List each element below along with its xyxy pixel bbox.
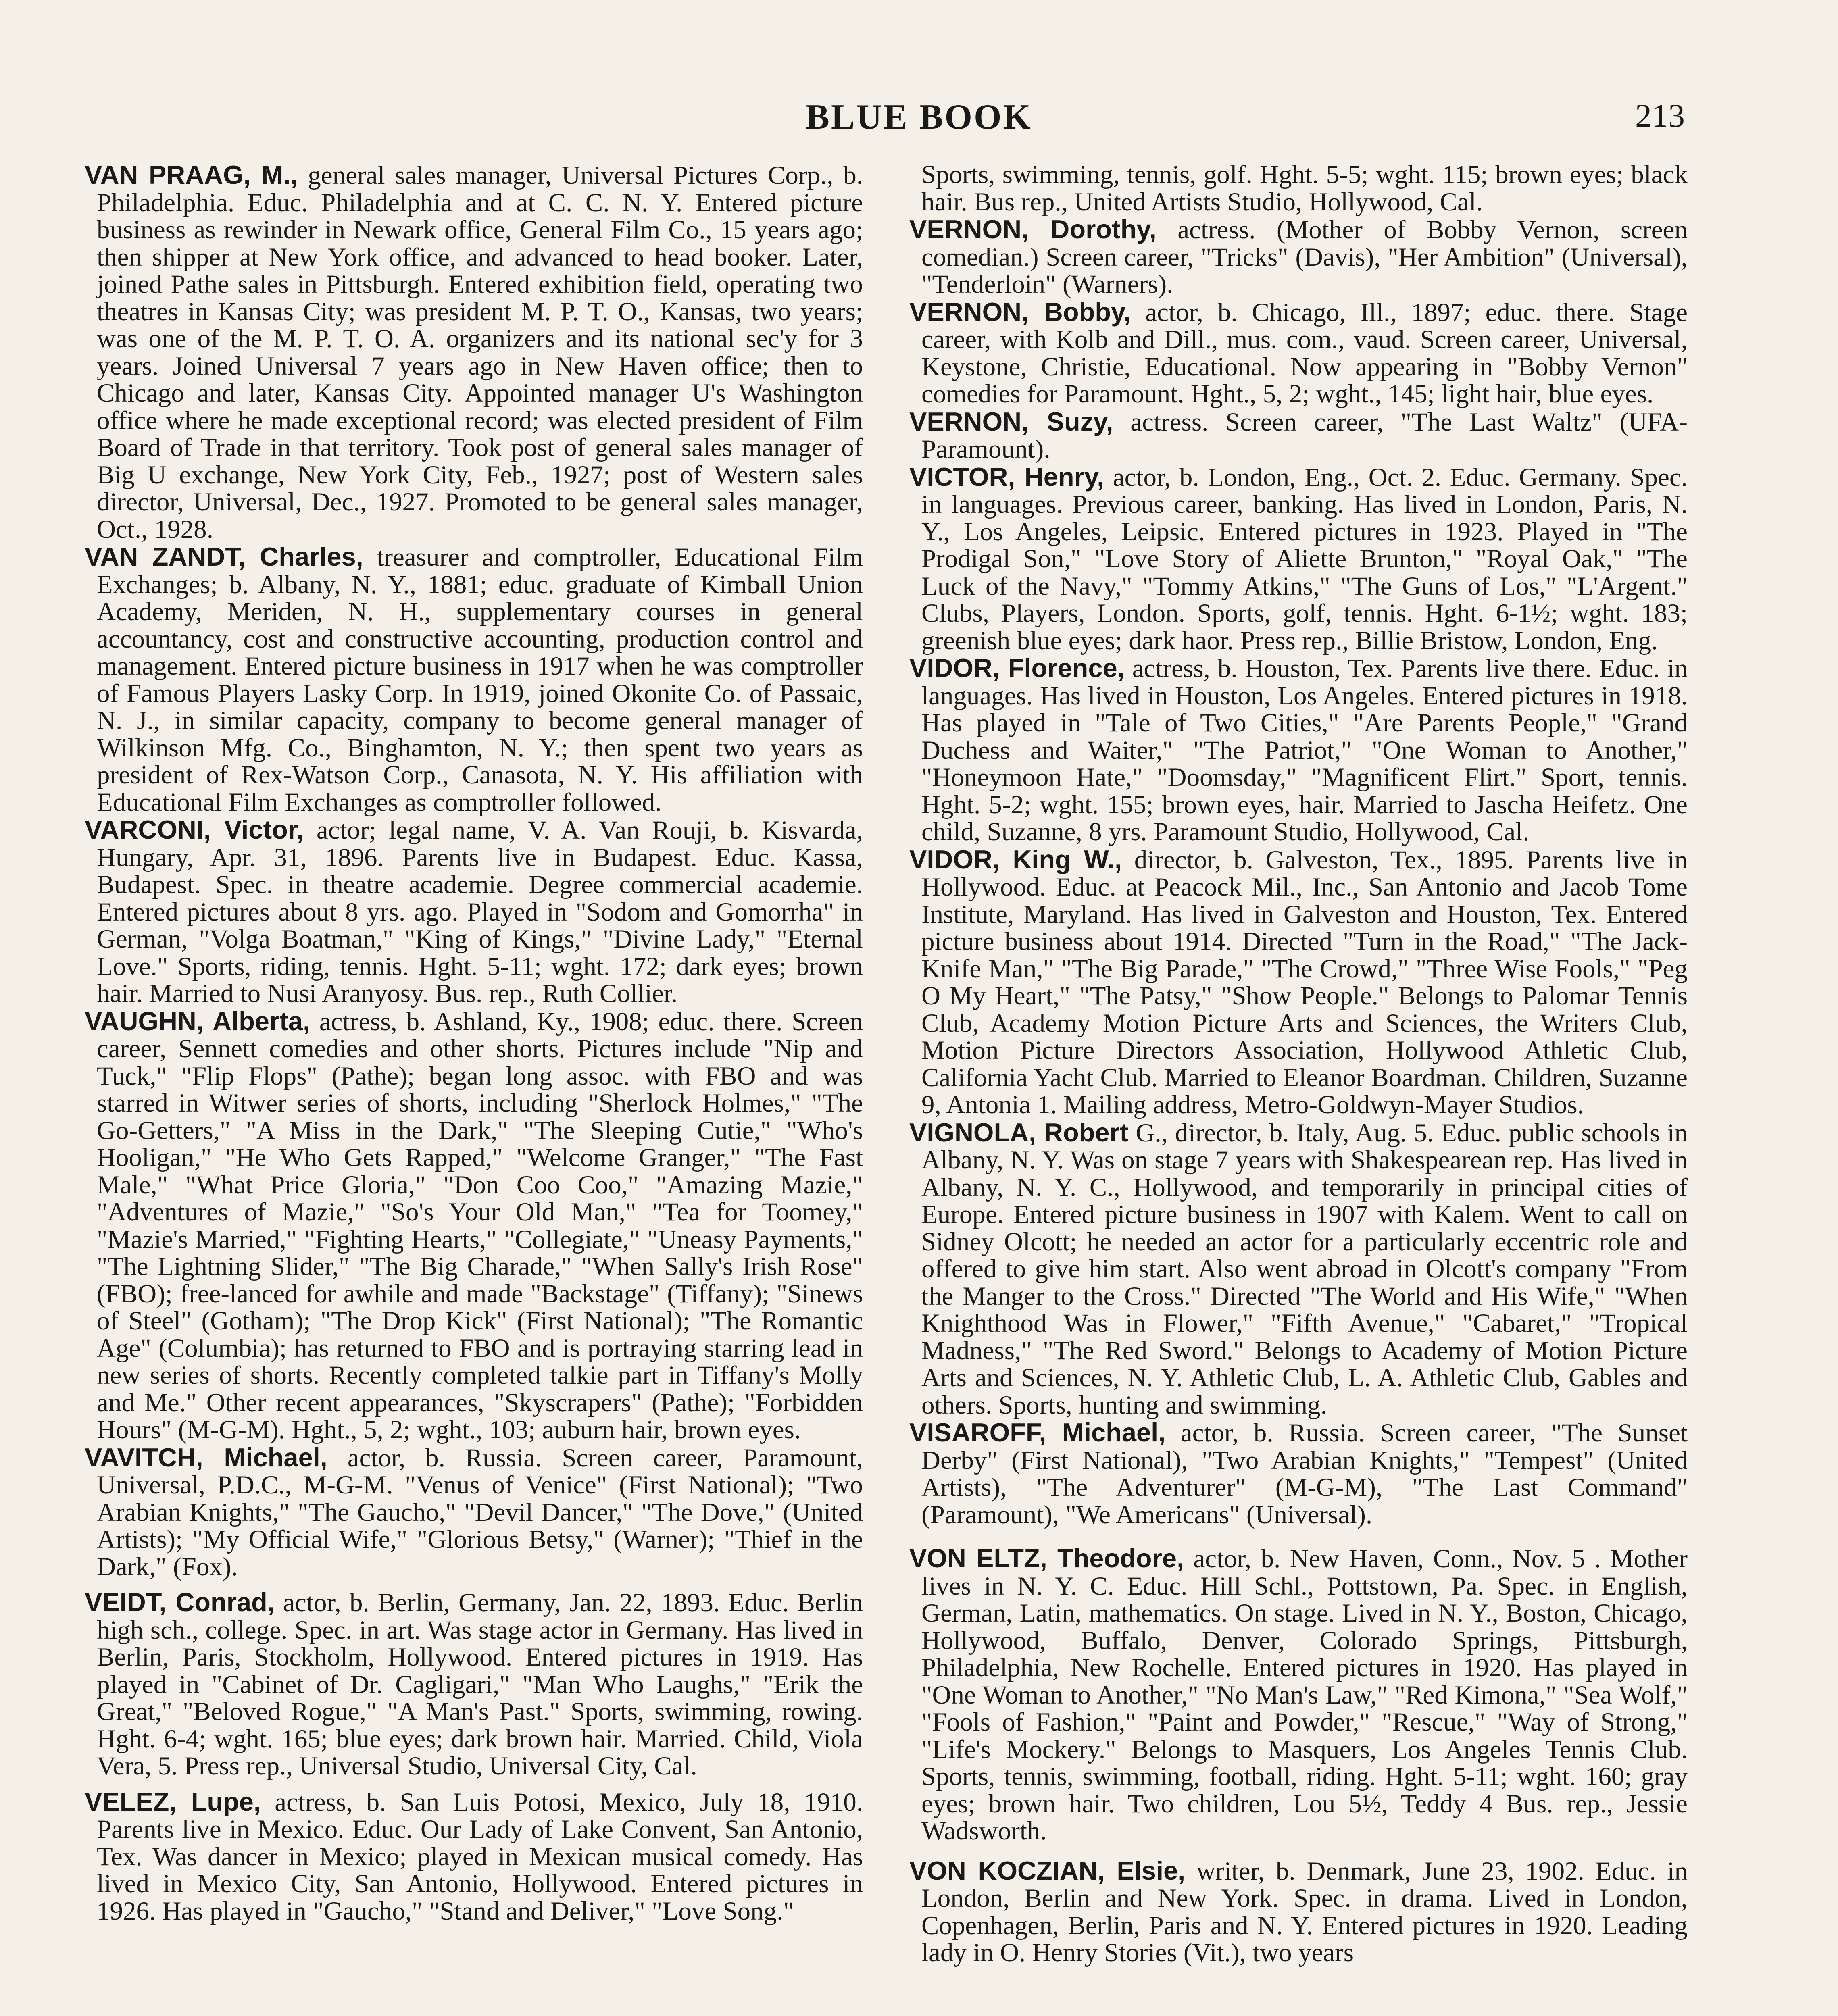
entry-text: actor, b. Russia. Screen career, "The Sunset Derby" (First National), "Two Arabian Knights," "Tempest" (United Artists), "The Adventurer" (M-G-M), "The Last Command" (Paramount), "We Americans" (Universal). <box>921 1418 1688 1529</box>
entry-name: VERNON, Bobby, <box>909 297 1131 327</box>
directory-entry <box>85 1444 863 1581</box>
entry-text: actress, b. Houston, Tex. Parents live there. Educ. in languages. Has lived in Houston, Los Angeles. Entered pictures in 1918. Has played in "Tale of Two Cities," "Are Parents People," "Grand Duchess and Waiter," "The Patriot," "One Woman to Another," "Honeymoon Hate," "Doomsday," "Magnificent Flirt." Sport, tennis. Hght. 5-2; wght. 155; brown eyes, hair. Married to Jascha Heifetz. One child, Suzanne, 8 yrs. Paramount Studio, Hollywood, Cal. <box>921 654 1688 846</box>
directory-entry <box>909 846 1688 1119</box>
entry-text: actor; legal name, V. A. Van Rouji, b. Kisvarda, Hungary, Apr. 31, 1896. Parents live in Budapest. Educ. Kassa, Budapest. Spec. in theatre academie. Degree commercial academie. Entered pictures about 8 yrs. ago. Played in "Sodom and Gomorrha" in German, "Volga Boatman," "King of Kings," "Divine Lady," "Eternal Love." Sports, riding, tennis. Hght. 5-11; wght. 172; dark eyes; brown hair. Married to Nusi Aranyosy. Bus. rep., Ruth Collier. <box>97 816 863 1008</box>
directory-entry <box>85 543 863 816</box>
entry-name: VEIDT, Conrad, <box>85 1587 275 1617</box>
entry-name: VELEZ, Lupe, <box>85 1787 261 1816</box>
entry-name: VAN PRAAG, M., <box>85 160 298 190</box>
page-header <box>0 97 1838 145</box>
entry-text: G., director, b. Italy, Aug. 5. Educ. public schools in Albany, N. Y. Was on stage 7 years with Shakespearean rep. Has lived in Albany, N. Y. C., Hollywood, and temporarily in principal cities of Europe. Entered picture business in 1907 with Kalem. Went to call on Sidney Olcott; he needed an actor for a particularly eccentric role and offered to give him start. Also went abroad in Olcott's company "From the Manger to the Cross." Directed "The World and His Wife," "When Knighthood Was in Flower," "Fifth Avenue," "Cabaret," "Tropical Madness," "The Red Sword." Belongs to Academy of Motion Picture Arts and Sciences, N. Y. Athletic Club, L. A. Athletic Club, Gables and others. Sports, hunting and swimming. <box>921 1118 1688 1420</box>
directory-entry <box>85 1589 863 1780</box>
entry-text: general sales manager, Universal Pictures Corp., b. Philadelphia. Educ. Philadelphia and at C. C. N. Y. Entered picture business as rewinder in Newark office, General Film Co., 15 years ago; then shipper at New York office, and advanced to head booker. Later, joined Pathe sales in Pittsburgh. Entered exhibition field, operating two theatres in Kansas City; was president M. P. T. O., Kansas, two years; was one of the M. P. T. O. A. organizers and its national sec'y for 3 years. Joined Universal 7 years ago in New Haven office; then to Chicago and later, Kansas City. Appointed manager U's Washington office where he made exceptional record; was elected president of Film Board of Trade in that territory. Took post of general sales manager of Big U exchange, New York City, Feb., 1927; post of Western sales director, Universal, Dec., 1927. Promoted to be general sales manager, Oct., 1928. <box>97 161 863 544</box>
page-number: 213 <box>1635 97 1685 134</box>
entry-name: VICTOR, Henry, <box>909 462 1104 492</box>
entry-name: VON ELTZ, Theodore, <box>909 1543 1184 1573</box>
entry-name: VAVITCH, Michael, <box>85 1442 327 1472</box>
directory-entry <box>909 1545 1688 1845</box>
directory-entry <box>85 161 863 543</box>
directory-entry <box>85 816 863 1008</box>
directory-entry <box>85 1788 863 1925</box>
directory-entry <box>909 463 1688 655</box>
right-column <box>909 161 1688 1967</box>
entry-name: VERNON, Dorothy, <box>909 215 1157 244</box>
directory-entry <box>909 161 1688 216</box>
entry-text: director, b. Galveston, Tex., 1895. Parents live in Hollywood. Educ. at Peacock Mil., Inc., San Antonio and Jacob Tome Institute, Maryland. Has lived in Galveston and Houston, Tex. Entered picture business about 1914. Directed "Turn in the Road," "The Jack-Knife Man," "The Big Parade," "The Crowd," "Three Wise Fools," "Peg O My Heart," "The Patsy," "Show People." Belongs to Palomar Tennis Club, Academy Motion Picture Arts and Sciences, the Writers Club, Motion Picture Directors Association, Hollywood Athletic Club, California Yacht Club. Married to Eleanor Boardman. Children, Suzanne 9, Antonia 1. Mailing address, Metro-Goldwyn-Mayer Studios. <box>921 845 1688 1119</box>
directory-entry <box>909 1119 1688 1419</box>
entry-name: VIDOR, King W., <box>909 844 1122 874</box>
entry-text: actor, b. New Haven, Conn., Nov. 5 . Mother lives in N. Y. C. Educ. Hill Schl., Pottstown, Pa. Spec. in English, German, Latin, mathematics. On stage. Lived in N. Y., Boston, Chicago, Hollywood, Buffalo, Denver, Colorado Springs, Pittsburgh, Philadelphia, New Rochelle. Entered pictures in 1920. Has played in "One Woman to Another," "No Man's Law," "Red Kimona," "Sea Wolf," "Fools of Fashion," "Paint and Powder," "Rescue," "Way of Strong," "Life's Mockery." Belongs to Masquers, Los Angeles Tennis Club. Sports, tennis, swimming, football, riding. Hght. 5-11; wght. 160; gray eyes; brown hair. Two children, Lou 5½, Teddy 4 Bus. rep., Jessie Wadsworth. <box>921 1544 1688 1845</box>
book-title: BLUE BOOK <box>806 98 1032 137</box>
entry-text: actor, b. Berlin, Germany, Jan. 22, 1893. Educ. Berlin high sch., college. Spec. in art. Was stage actor in Germany. Has lived in Berlin, Paris, Stockholm, Hollywood. Entered pictures in 1919. Has played in "Cabinet of Dr. Cagligari," "Man Who Laughs," "Erik the Great," "Beloved Rogue," "A Man's Past." Sports, swimming, rowing. Hght. 6-4; wght. 165; blue eyes; dark brown hair. Married. Child, Viola Vera, 5. Press rep., Universal Studio, Universal City, Cal. <box>97 1588 863 1781</box>
directory-entry <box>909 216 1688 298</box>
entry-text: actress. (Mother of Bobby Vernon, screen comedian.) Screen career, "Tricks" (Davis), "Her Ambition" (Universal), "Tenderloin" (Warners). <box>921 215 1688 299</box>
entry-text: actress. Screen career, "The Last Waltz" (UFA-Paramount). <box>921 407 1688 464</box>
directory-entry <box>909 1857 1688 1967</box>
entry-name: VERNON, Suzy, <box>909 406 1113 436</box>
entry-text: treasurer and comptroller, Educational Film Exchanges; b. Albany, N. Y., 1881; educ. graduate of Kimball Union Academy, Meriden, N. H., supplementary courses in general accountancy, cost and constructive accounting, production control and management. Entered picture business in 1917 when he was comptroller of Famous Players Lasky Corp. In 1919, joined Okonite Co. of Passaic, N. J., in similar capacity, company to become general manager of Wilkinson Mfg. Co., Binghamton, N. Y.; then spent two years as president of Rex-Watson Corp., Canasota, N. Y. His affiliation with Educational Film Exchanges as comptroller followed. <box>97 543 863 817</box>
entry-text: actor, b. London, Eng., Oct. 2. Educ. Germany. Spec. in languages. Previous career, banking. Has lived in London, Paris, N. Y., Los Angeles, Leipsic. Entered pictures in 1923. Played in "The Prodigal Son," "Love Story of Aliette Brunton," "Royal Oak," "The Luck of the Navy," "Tommy Atkins," "The Guns of Los," "L'Argent." Clubs, Players, London. Sports, golf, tennis. Hght. 6-1½; wght. 183; greenish blue eyes; dark haor. Press rep., Billie Bristow, London, Eng. <box>921 462 1688 655</box>
entry-name: VIDOR, Florence, <box>909 653 1125 683</box>
directory-entry <box>85 1008 863 1444</box>
directory-entry <box>909 298 1688 408</box>
entry-name: VAUGHN, Alberta, <box>85 1006 311 1036</box>
directory-entry <box>909 654 1688 846</box>
entry-text: Sports, swimming, tennis, golf. Hght. 5-5; wght. 115; brown eyes; black hair. Bus rep., United Artists Studio, Hollywood, Cal. <box>921 160 1688 217</box>
entry-text: actor, b. Russia. Screen career, Paramount, Universal, P.D.C., M-G-M. "Venus of Venice" (First National); "Two Arabian Knights," "The Gaucho," "Devil Dancer," "The Dove," (United Artists); "My Official Wife," "Glorious Betsy," (Warner); "Thief in the Dark," (Fox). <box>97 1443 863 1581</box>
entry-text: writer, b. Denmark, June 23, 1902. Educ. in London, Berlin and New York. Spec. in drama. Lived in London, Copenhagen, Berlin, Paris and N. Y. Entered pictures in 1920. Leading lady in O. Henry Stories (Vit.), two years <box>921 1856 1688 1967</box>
entry-name: VAN ZANDT, Charles, <box>85 542 363 571</box>
entry-name: VISAROFF, Michael, <box>909 1418 1166 1447</box>
entry-name: VARCONI, Victor, <box>85 815 304 844</box>
entry-name: VIGNOLA, Robert <box>909 1117 1129 1147</box>
entry-name: VON KOCZIAN, Elsie, <box>909 1856 1186 1885</box>
directory-entry <box>909 1419 1688 1529</box>
left-column <box>85 161 863 1925</box>
entry-text: actor, b. Chicago, Ill., 1897; educ. there. Stage career, with Kolb and Dill., mus. com., vaud. Screen career, Universal, Keystone, Christie, Educational. Now appearing in "Bobby Vernon" comedies for Paramount. Hght., 5, 2; wght., 145; light hair, blue eyes. <box>921 298 1688 408</box>
entry-text: actress, b. San Luis Potosi, Mexico, July 18, 1910. Parents live in Mexico. Educ. Our Lady of Lake Convent, San Antonio, Tex. Was dancer in Mexico; played in Mexican musical comedy. Has lived in Mexico City, San Antonio, Hollywood. Entered pictures in 1926. Has played in "Gaucho," "Stand and Deliver," "Love Song." <box>97 1787 863 1926</box>
entry-text: actress, b. Ashland, Ky., 1908; educ. there. Screen career, Sennett comedies and other shorts. Pictures include "Nip and Tuck," "Flip Flops" (Pathe); began long assoc. with FBO and was starred in Witwer series of shorts, including "Sherlock Holmes," "The Go-Getters," "A Miss in the Dark," "The Sleeping Cutie," "Who's Hooligan," "He Who Gets Rapped," "Welcome Granger," "The Fast Male," "What Price Gloria," "Don Coo Coo," "Amazing Mazie," "Adventures of Mazie," "So's Your Old Man," "Tea for Toomey," "Mazie's Married," "Fighting Hearts," "Collegiate," "Uneasy Payments," "The Lightning Slider," "The Big Charade," "When Sally's Irish Rose" (FBO); free-lanced for awhile and made "Backstage" (Tiffany); "Sinews of Steel" (Gotham); "The Drop Kick" (First National); "The Romantic Age" (Columbia); has returned to FBO and is portraying starring lead in new series of shorts. Recently completed talkie part in Tiffany's Molly and Me." Other recent appearances, "Skyscrapers" (Pathe); "Forbidden Hours" (M-G-M). Hght., 5, 2; wght., 103; auburn hair, brown eyes. <box>97 1007 863 1444</box>
directory-entry <box>909 408 1688 463</box>
